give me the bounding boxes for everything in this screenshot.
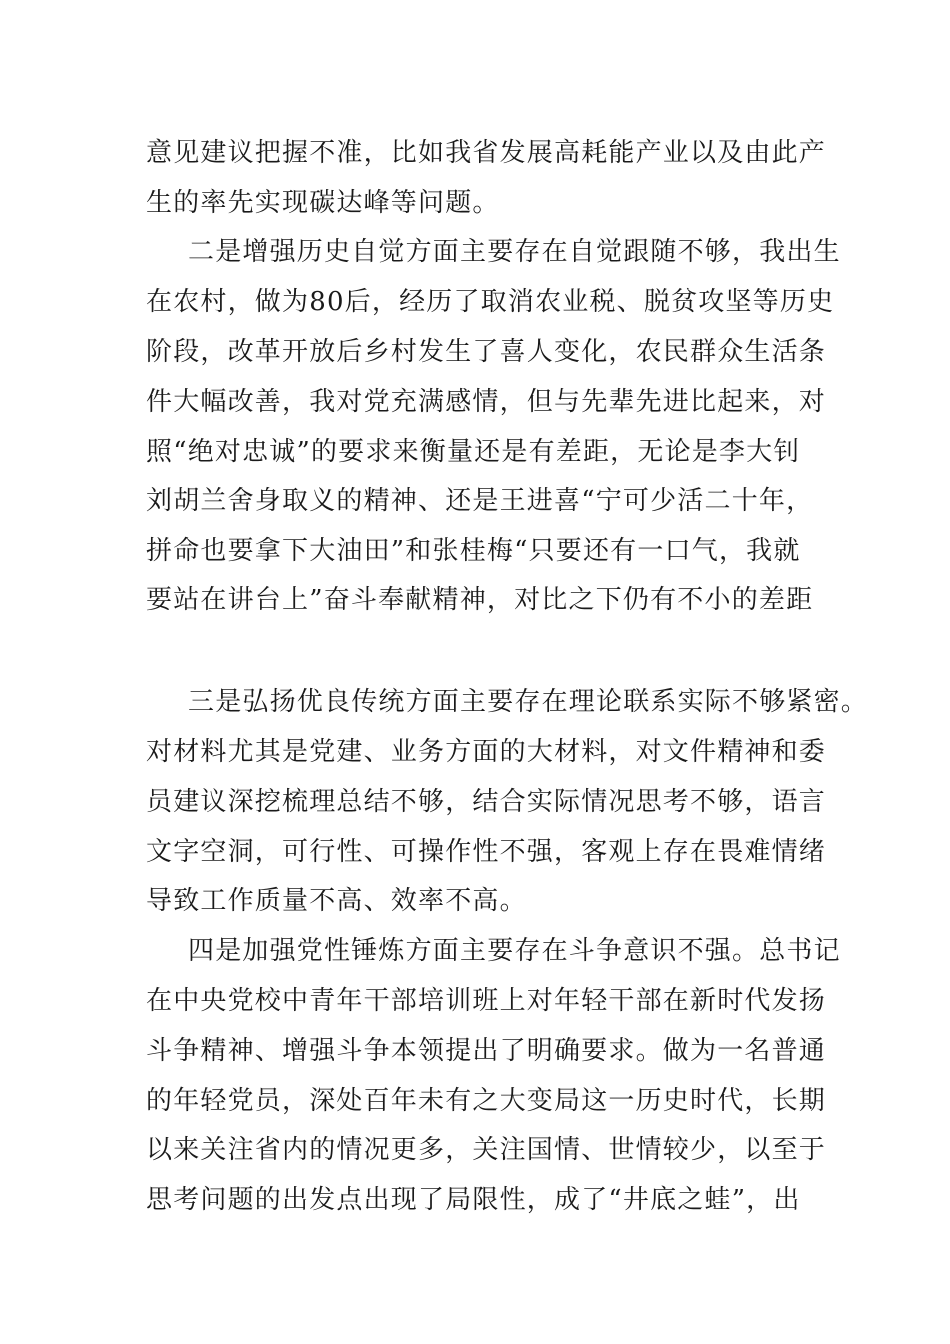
- text-line-6: 件大幅改善，我对党充满感情，但与先辈先进比起来，对: [146, 387, 827, 417]
- text-line-7: 照“绝对忠诚”的要求来衡量还是有差距，无论是李大钊: [146, 437, 801, 467]
- text-line-19: 的年轻党员，深处百年未有之大变局这一历史时代，长期: [146, 1086, 827, 1116]
- text-line-10: 要站在讲台上”奋斗奉献精神，对比之下仍有不小的差距: [146, 585, 814, 615]
- text-line-21: 思考问题的出发点出现了局限性，成了“井底之蛙”，出: [146, 1185, 801, 1215]
- text-line-15: 导致工作质量不高、效率不高。: [146, 886, 527, 916]
- text-line-13: 员建议深挖梳理总结不够，结合实际情况思考不够，语言: [146, 787, 827, 817]
- text-line-5: 阶段，改革开放后乡村发生了喜人变化，农民群众生活条: [146, 337, 827, 367]
- paragraph-2-start: 二是增强历史自觉方面主要存在自觉跟随不够，我出生: [188, 237, 841, 267]
- text-line-1: 意见建议把握不准，比如我省发展高耗能产业以及由此产: [146, 138, 827, 168]
- text-line-4: 在农村，做为80后，经历了取消农业税、脱贫攻坚等历史: [146, 287, 835, 317]
- text-line-17: 在中央党校中青年干部培训班上对年轻干部在新时代发扬: [146, 986, 827, 1016]
- paragraph-4-start: 四是加强党性锤炼方面主要存在斗争意识不强。总书记: [188, 936, 841, 966]
- text-line-2: 生的率先实现碳达峰等问题。: [146, 188, 500, 218]
- paragraph-3-start: 三是弘扬优良传统方面主要存在理论联系实际不够紧密。: [188, 687, 869, 717]
- text-line-9: 拼命也要拿下大油田”和张桂梅“只要还有一口气，我就: [146, 536, 801, 566]
- text-line-12: 对材料尤其是党建、业务方面的大材料，对文件精神和委: [146, 737, 827, 767]
- text-line-8: 刘胡兰舍身取义的精神、还是王进喜“宁可少活二十年，: [146, 486, 814, 516]
- text-line-18: 斗争精神、增强斗争本领提出了明确要求。做为一名普通: [146, 1036, 827, 1066]
- text-line-20: 以来关注省内的情况更多，关注国情、世情较少，以至于: [146, 1135, 827, 1165]
- text-line-14: 文字空洞，可行性、可操作性不强，客观上存在畏难情绪: [146, 837, 827, 867]
